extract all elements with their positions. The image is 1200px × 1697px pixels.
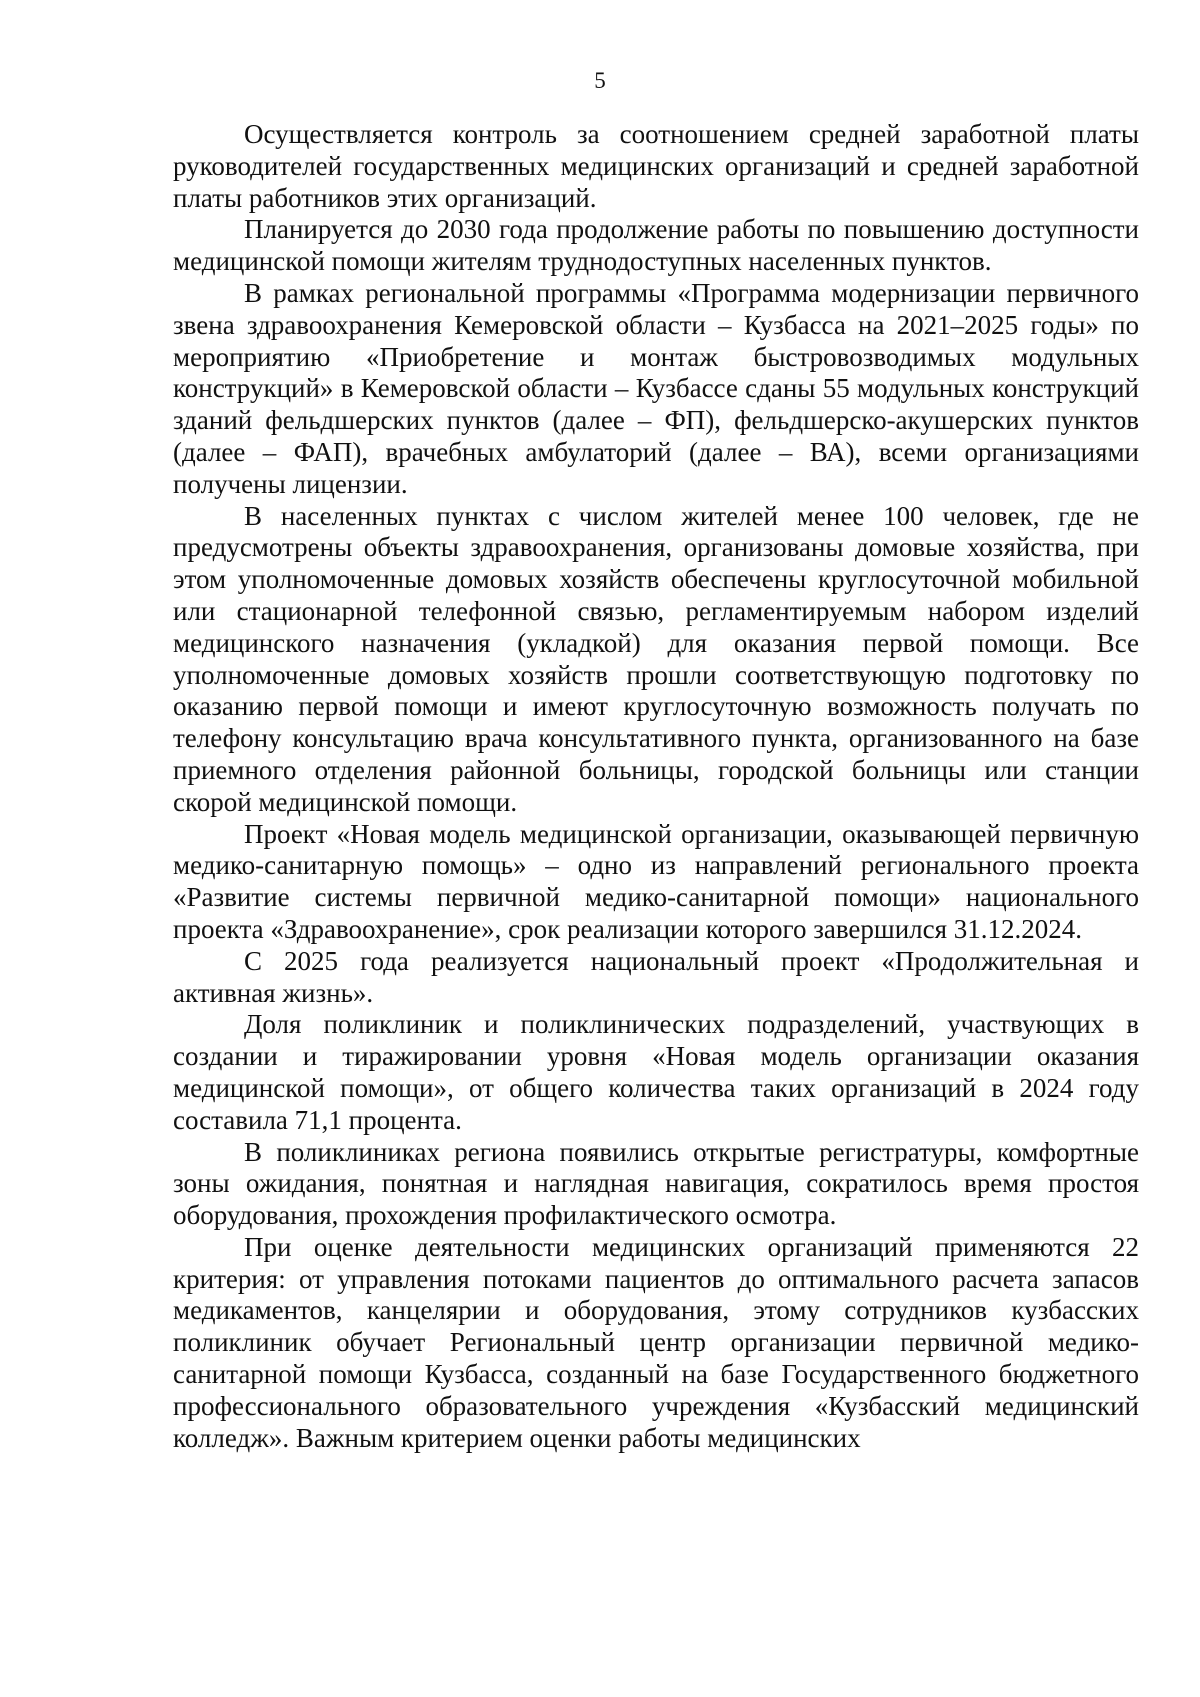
document-body (173, 119, 1139, 1454)
paragraph-access-plan: Планируется до 2030 года продолжение работы по повышению доступности медицинской помощи жителям труднодоступных населенных пунктов. (173, 214, 1139, 277)
paragraph-evaluation-criteria: При оценке деятельности медицинских организаций применяются 22 критерия: от управления потоками пациентов до оптимального расчета запасов медикаментов, канцелярии и оборудования, этому сотрудников кузбасских поликлиник обучает Региональный центр организации первичной медико-санитарной помощи Кузбасса, созданный на базе Государственного бюджетного профессионального образовательного учреждения «Кузбасский медицинский колледж». Важным критерием оценки работы медицинских (173, 1231, 1139, 1453)
paragraph-national-project-2025: С 2025 года реализуется национальный проект «Продолжительная и активная жизнь». (173, 945, 1139, 1008)
paragraph-new-model-project: Проект «Новая модель медицинской организации, оказывающей первичную медико-санитарную помощь» – одно из направлений регионального проекта «Развитие системы первичной медико-санитарной помощи» национального проекта «Здравоохранение», срок реализации которого завершился 31.12.2024. (173, 818, 1139, 944)
paragraph-household-units: В населенных пунктах с числом жителей менее 100 человек, где не предусмотрены объекты здравоохранения, организованы домовые хозяйства, при этом уполномоченные домовых хозяйств обеспечены круглосуточной мобильной или стационарной телефонной связью, регламентируемым набором изделий медицинского назначения (укладкой) для оказания первой помощи. Все уполномоченные домовых хозяйств прошли соответствующую подготовку по оказанию первой помощи и имеют круглосуточную возможность получать по телефону консультацию врача консультативного пункта, организованного на базе приемного отделения районной больницы, городской больницы или станции скорой медицинской помощи. (173, 500, 1139, 817)
paragraph-modernization-program: В рамках региональной программы «Программа модернизации первичного звена здравоохранения Кемеровской области – Кузбасса на 2021–2025 годы» по мероприятию «Приобретение и монтаж быстровозводимых модульных конструкций» в Кемеровской области – Кузбассе сданы 55 модульных конструкций зданий фельдшерских пунктов (далее – ФП), фельдшерско-акушерских пунктов (далее – ФАП), врачебных амбулаторий (далее – ВА), всеми организациями получены лицензии. (173, 277, 1139, 499)
page-number: 5 (594, 68, 606, 93)
paragraph-polyclinic-share: Доля поликлиник и поликлинических подразделений, участвующих в создании и тиражировании уровня «Новая модель организации оказания медицинской помощи», от общего количества таких организаций в 2024 году составила 71,1 процента. (173, 1009, 1139, 1135)
paragraph-polyclinic-improvements: В поликлиниках региона появились открытые регистратуры, комфортные зоны ожидания, понятная и наглядная навигация, сократилось время простоя оборудования, прохождения профилактического осмотра. (173, 1136, 1139, 1231)
paragraph-salary-control: Осуществляется контроль за соотношением средней заработной платы руководителей государственных медицинских организаций и средней заработной платы работников этих организаций. (173, 119, 1139, 213)
